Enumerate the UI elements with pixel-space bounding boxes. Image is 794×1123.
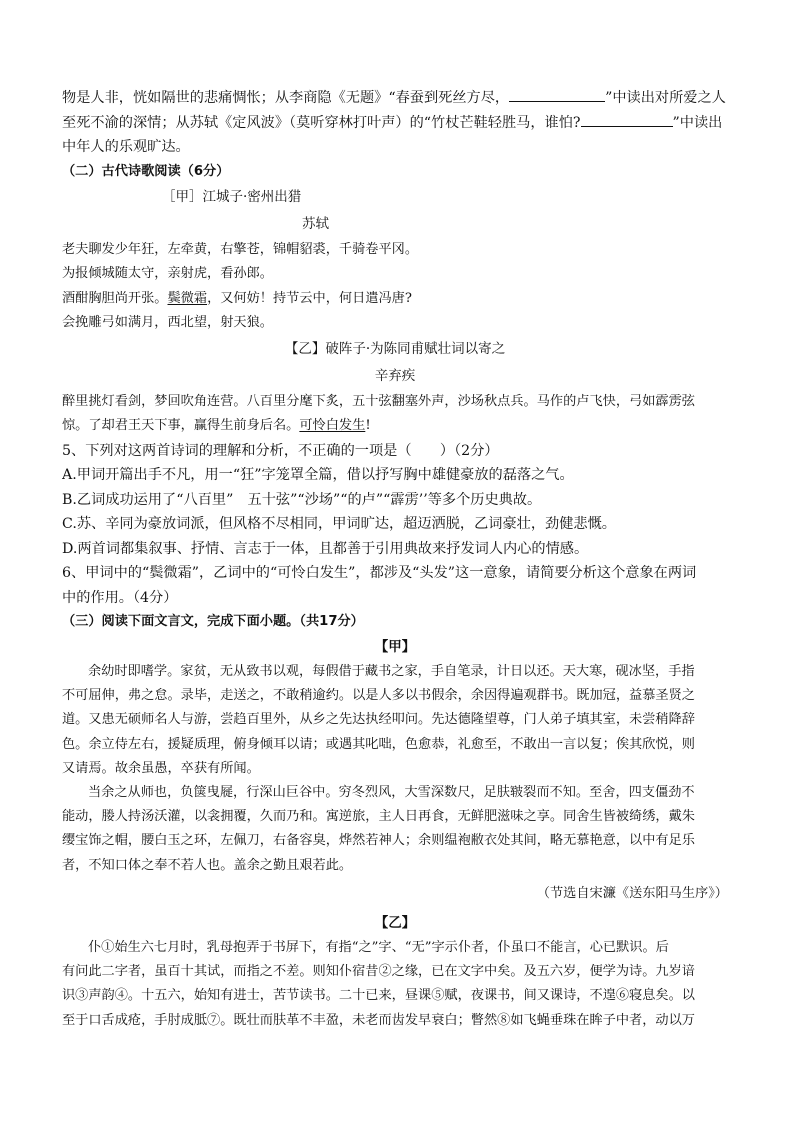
passage-jia-line-4: 色。余立侍左右，援疑质理，俯身倾耳以请；或遇其叱咄，色愈恭，礼愈至，不敢出一言以复；俟其欣悦，则	[62, 736, 695, 752]
section-2-heading: （二）古代诗歌阅读（6分）	[62, 163, 230, 179]
poem-yi-author: 辛弃疾	[374, 367, 416, 384]
poem-jia-title: ［甲］江城子·密州出猎	[162, 188, 302, 205]
option-b: B.乙词成功运用了“八百里” 五十弦”“沙场”“的卢”“霹雳’’等多个历史典故。	[62, 491, 542, 508]
passage-jia2-line-4: 者，不知口体之奉不若人也。盖余之勤且艰若此。	[62, 857, 353, 873]
poem-yi-title: 【乙】破阵子·为陈同甫赋壮词以寄之	[284, 340, 506, 357]
passage-jia-line-2: 不可屈伸，弗之怠。录毕，走送之，不敢稍逾约。以是人多以书假余，余因得遍观群书。既加冠，益慕圣贤之	[62, 688, 695, 704]
passage-yi-line-4: 至于口舌成疮，手肘成胝⑦。既壮而肤革不丰盈，未老而齿发早衰白；瞥然⑧如飞蝇垂珠在眸子中者，动以万	[62, 1012, 695, 1028]
poem-jia-author: 苏轼	[302, 215, 329, 232]
question-5: 5、下列对这两首诗词的理解和分析，不正确的一项是（ ）（2分）	[62, 442, 499, 459]
option-c: C.苏、辛同为豪放词派，但风格不尽相同，甲词旷达，超迈洒脱，乙词豪壮，劲健悲慨。	[62, 516, 616, 532]
passage-yi-line-1: 仆①始生六七月时，乳母抱弄于书屏下，有指“之”字、“无”字示仆者，仆虽口不能言，心已默识。后	[88, 940, 669, 956]
intro-line-1: 物是人非，恍如隔世的悲痛惆怅；从李商隐《无题》“春蚕到死丝方尽， ”中读出对所爱之人	[62, 86, 728, 111]
poem-jia-line-4: 会挽雕弓如满月，西北望，射天狼。	[62, 315, 273, 330]
passage-jia-label: 【甲】	[374, 639, 416, 655]
poem-jia-line-1: 老夫聊发少年狂，左牵黄，右擎苍，锦帽貂裘，千骑卷平冈。	[62, 241, 419, 257]
passage-jia2-line-2: 能动，媵人持汤沃灌，以衾拥覆，久而乃和。寓逆旅，主人日再食，无鲜肥滋味之享。同舍生皆被绮绣，戴朱	[62, 809, 695, 825]
answer-blank-2[interactable]	[581, 112, 673, 127]
passage-yi-line-2: 有问此二字者，虽百十其试，而指之不差。则知仆宿昔②之缘，已在文字中矣。及五六岁，便学为诗。九岁谙	[62, 964, 695, 980]
poem-jia-line-3: 酒酣胸胆尚开张。鬓微霜，又何妨！持节云中，何日遣冯唐?	[62, 290, 412, 306]
passage-yi-line-3: 识③声韵④。十五六，始知有进士，苦节读书。二十已来，昼课⑤赋，夜课书，间又课诗，不遑⑥寝息矣。以	[62, 988, 695, 1004]
option-a: A.甲词开篇出手不凡，用一“狂”字笼罩全篇，借以抒写胸中雄健豪放的磊落之气。	[62, 467, 574, 483]
passage-source: （节选自宋濂《送东阳马生序》）	[536, 885, 728, 901]
passage-jia2-line-1: 当余之从师也，负箧曳屣，行深山巨谷中。穷冬烈风，大雪深数尺，足肤皲裂而不知。至舍，四支僵劲不	[88, 785, 695, 801]
poem-yi-line-2: 惊。了却君王天下事，赢得生前身后名。可怜白发生!	[62, 418, 371, 433]
answer-blank-1[interactable]	[509, 87, 605, 102]
section-3-heading: （三）阅读下面文言文，完成下面小题。（共17分）	[62, 614, 364, 629]
intro-line-2: 至死不渝的深情；从苏轼《定风波》（莫听穿林打叶声）的“竹杖芒鞋轻胜马，谁怕? ”中读出	[62, 111, 728, 136]
intro-line-3: 中年人的乐观旷达。	[62, 139, 190, 155]
poem-jia-line-2: 为报倾城随太守，亲射虎，看孙郎。	[62, 266, 273, 281]
option-d: D.两首词都集叙事、抒情、言志于一体，且都善于引用典故来抒发词人内心的情感。	[62, 540, 589, 557]
poem-yi-line-1: 醉里挑灯看剑，梦回吹角连营。八百里分麾下炙，五十弦翻塞外声，沙场秋点兵。马作的卢飞快，弓如霹雳弦	[62, 393, 695, 409]
passage-yi-label: 【乙】	[374, 915, 416, 932]
passage-jia-line-3: 道。又患无硕师名人与游，尝趋百里外，从乡之先达执经叩问。先达德隆望尊，门人弟子填其室，未尝稍降辞	[62, 712, 695, 728]
question-6-line-1: 6、甲词中的“鬓微霜”，乙词中的“可怜白发生”，都涉及“头发”这一意象，请简要分析这个意象在两词	[62, 565, 697, 581]
passage-jia-line-5: 又请焉。故余虽愚，卒获有所闻。	[62, 760, 260, 776]
question-6-line-2: 中的作用。（4分）	[62, 589, 178, 606]
passage-jia-line-1: 余幼时即嗜学。家贫，无从致书以观，每假借于藏书之家，手自笔录，计日以还。天大寒，砚冰坚，手指	[88, 664, 695, 679]
passage-jia2-line-3: 缨宝饰之帽，腰白玉之环，左佩刀，右备容臭，烨然若神人；余则缊袍敝衣处其间，略无慕艳意，以中有足乐	[62, 833, 695, 849]
